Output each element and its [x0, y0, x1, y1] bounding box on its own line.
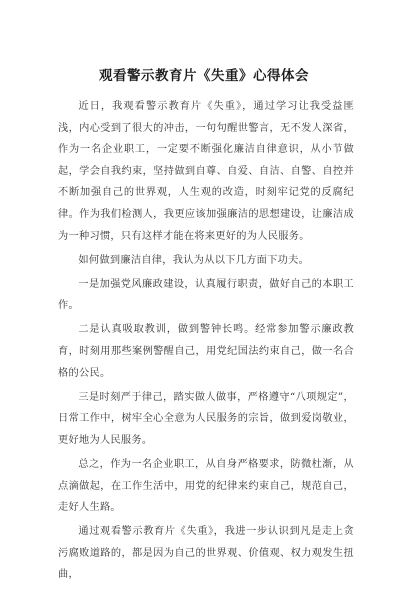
paragraph: 总之，作为一名企业职工，从自身严格要求，防微杜渐，从点滴做起，在工作生活中，用党的纪律来约束自己，规范自己，走好人生路。 — [58, 459, 354, 514]
paragraph: 二是认真吸取教训，做到警钟长鸣。经常参加警示廉政教育，时刻用那些案例警醒自己，用党纪国法约束自己，做一名合格的公民。 — [58, 324, 354, 379]
document-body — [58, 96, 354, 589]
paragraph: 近日，我观看警示教育片《失重》，通过学习让我受益匪浅，内心受到了很大的冲击，一句句醒世警言，无不发人深省，作为一名企业职工，一定要不断强化廉洁自律意识，从小节做起，学会自我约束，坚持做到自尊、自爱、自洁、自警、自控并不断加强自己的世界观，人生观的改造，时刻牢记党的反腐纪律。作为我们检测人，我更应该加强廉洁的思想建设，让廉洁成为一种习惯，只有这样才能在将来更好的为人民服务。 — [58, 101, 354, 242]
paragraph: 一是加强党风廉政建设，认真履行职责，做好自己的本职工作。 — [58, 278, 354, 312]
paragraph: 如何做到廉洁自律，我认为从以下几方面下功夫。 — [78, 254, 310, 266]
paragraph: 三是时刻严于律己，踏实做人做事，严格遵守“八项规定”，日常工作中，树牢全心全意为人民服务的宗旨，做到爱岗敬业，更好地为人民服务。 — [58, 391, 354, 446]
paragraph: 通过观看警示教育片《失重》，我进一步认识到凡是走上贪污腐败道路的，都是因为自己的世界观、价值观、权力观发生扭曲， — [58, 526, 354, 581]
document-title: 观看警示教育片《失重》心得体会 — [99, 68, 309, 84]
